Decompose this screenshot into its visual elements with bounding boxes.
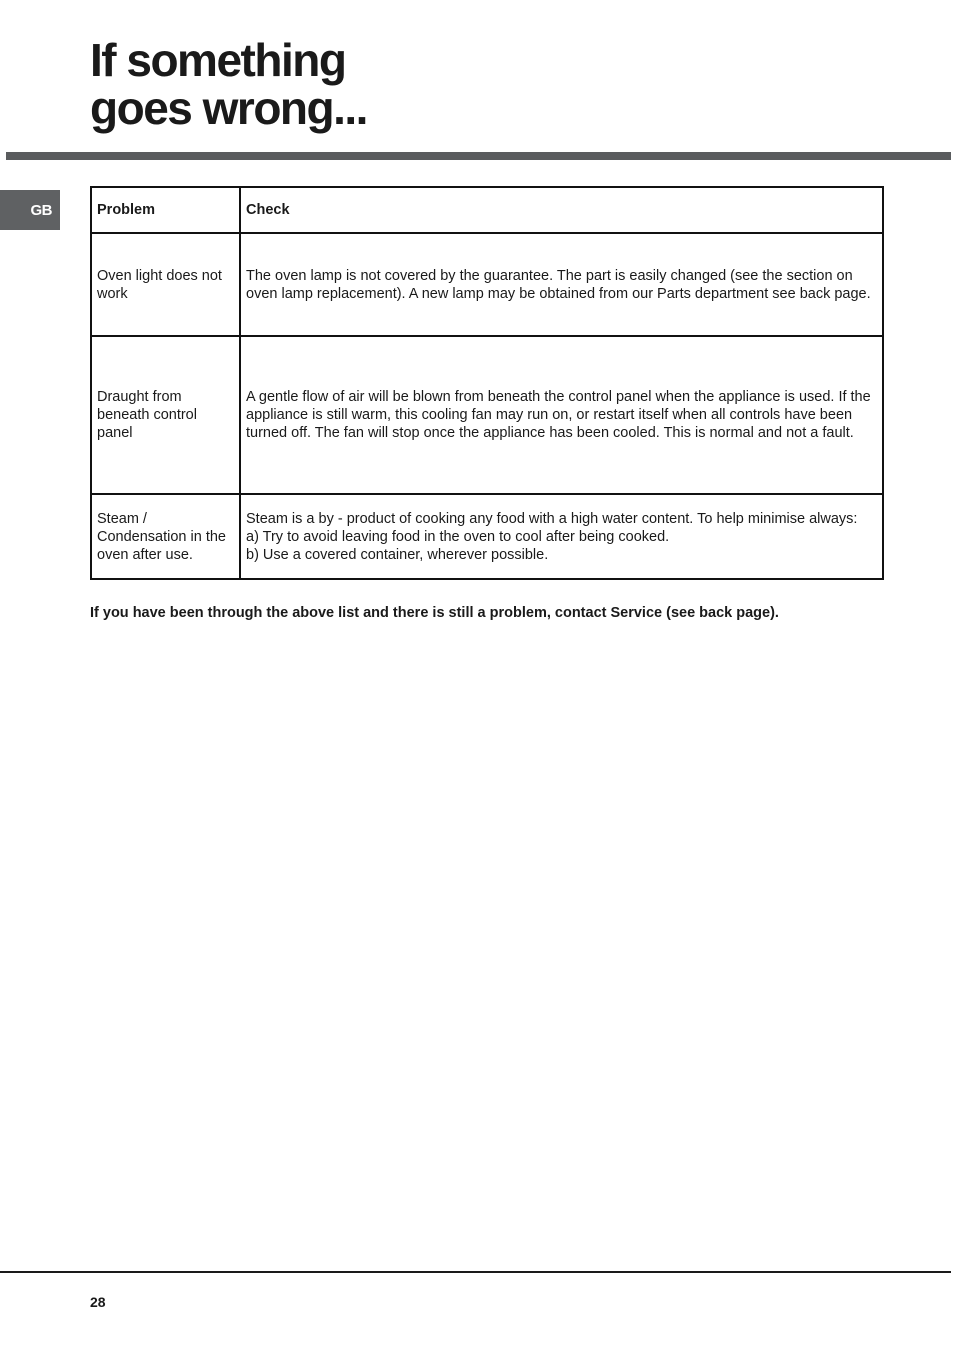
check-line: a) Try to avoid leaving food in the oven to cool after being cooked. — [246, 528, 670, 545]
check-cell: A gentle flow of air will be blown from beneath the control panel when the appliance is used. If the appliance is still warm, this cooling fan may run on, or restart itself when all controls have been turned off. The fan will stop once the appliance has been cooled. This is normal and not a fault. — [240, 336, 883, 494]
table-row — [91, 233, 883, 336]
page-title-line-1: If something — [90, 34, 346, 86]
page-title-line-2: goes wrong... — [90, 82, 367, 134]
service-note: If you have been through the above list and there is still a problem, contact Service (see back page). — [90, 605, 779, 621]
check-line: b) Use a covered container, wherever possible. — [246, 546, 549, 563]
table-row — [91, 336, 883, 494]
header-rule — [6, 152, 951, 160]
page-number: 28 — [90, 1294, 106, 1310]
check-line: Steam is a by - product of cooking any food with a high water content. To help minimise always: — [246, 510, 858, 527]
table-header-row — [91, 187, 883, 233]
page-title — [90, 36, 367, 132]
column-header-problem: Problem — [91, 187, 240, 233]
table-row — [91, 494, 883, 579]
problem-cell: Draught from beneath control panel — [91, 336, 240, 494]
problem-cell: Steam / Condensation in the oven after use. — [91, 494, 240, 579]
column-header-check: Check — [240, 187, 883, 233]
check-cell: The oven lamp is not covered by the guarantee. The part is easily changed (see the section on oven lamp replacement). A new lamp may be obtained from our Parts department see back page. — [240, 233, 883, 336]
footer-rule — [0, 1271, 951, 1273]
language-tab: GB — [0, 190, 60, 230]
problem-cell: Oven light does not work — [91, 233, 240, 336]
troubleshooting-table — [90, 186, 884, 580]
check-cell — [240, 494, 883, 579]
